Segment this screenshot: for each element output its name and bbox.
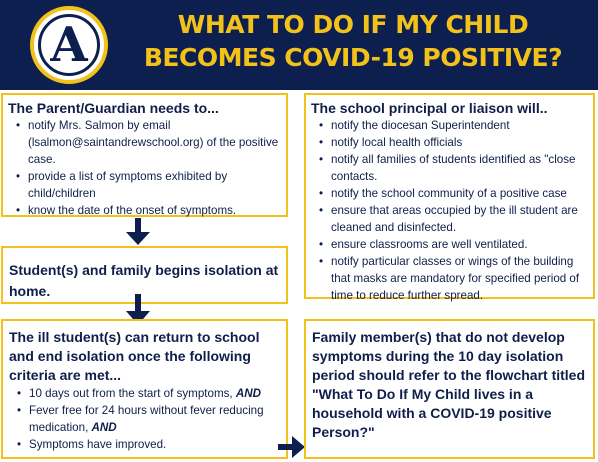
criteria-text: 10 days out from the start of symptoms, bbox=[29, 387, 236, 400]
family-members-text: Family member(s) that do not develop symptoms during the 10 day isolation period should refer to the flowchart titled "What To Do If My Child lives in a household with a COVID-19 positive Person?" bbox=[312, 329, 586, 440]
parent-guardian-list bbox=[8, 117, 280, 219]
isolation-text: Student(s) and family begins isolation at home. bbox=[9, 262, 279, 299]
list-item: • provide a list of symptoms exhibited by child/children bbox=[8, 168, 280, 202]
criteria-and: AND bbox=[235, 387, 261, 400]
family-members-box bbox=[304, 319, 595, 459]
principal-list bbox=[311, 117, 587, 304]
return-criteria-box bbox=[1, 319, 288, 459]
parent-guardian-heading: The Parent/Guardian needs to... bbox=[8, 100, 219, 116]
page-title bbox=[118, 8, 588, 74]
return-criteria-list bbox=[9, 385, 282, 453]
list-item bbox=[9, 402, 282, 436]
header-banner bbox=[0, 0, 598, 90]
list-item: • notify the school community of a positive case bbox=[311, 185, 587, 202]
logo-ring bbox=[38, 14, 100, 76]
list-item bbox=[9, 385, 282, 402]
arrow-right-icon bbox=[278, 436, 306, 458]
criteria-and: AND bbox=[91, 421, 117, 434]
criteria-text: Fever free for 24 hours without fever reducing medication, bbox=[29, 404, 264, 434]
return-criteria-heading: The ill student(s) can return to school and end isolation once the following criteria are met... bbox=[9, 329, 260, 383]
list-item: • ensure classrooms are well ventilated. bbox=[311, 236, 587, 253]
list-item bbox=[9, 436, 282, 453]
criteria-text: Symptoms have improved. bbox=[29, 438, 167, 451]
list-item: • notify all families of students identified as "close contacts. bbox=[311, 151, 587, 185]
list-item: • notify the diocesan Superintendent bbox=[311, 117, 587, 134]
title-line-1: WHAT TO DO IF MY CHILD bbox=[177, 10, 529, 39]
list-item: • notify Mrs. Salmon by email (lsalmon@saintandrewschool.org) of the positive case. bbox=[8, 117, 280, 168]
list-item: • ensure that areas occupied by the ill student are cleaned and disinfected. bbox=[311, 202, 587, 236]
logo-letter: A bbox=[50, 17, 88, 73]
list-item: • notify particular classes or wings of the building that masks are mandatory for specified period of time to reduce further spread. bbox=[311, 253, 587, 304]
title-line-2: BECOMES COVID-19 POSITIVE? bbox=[143, 43, 563, 72]
principal-heading: The school principal or liaison will.. bbox=[311, 100, 548, 116]
parent-guardian-box bbox=[1, 93, 288, 217]
list-item: • notify local health officials bbox=[311, 134, 587, 151]
arrow-down-icon bbox=[126, 218, 150, 246]
principal-box bbox=[304, 93, 595, 302]
school-logo bbox=[30, 6, 108, 84]
list-item: • know the date of the onset of symptoms. bbox=[8, 202, 280, 219]
